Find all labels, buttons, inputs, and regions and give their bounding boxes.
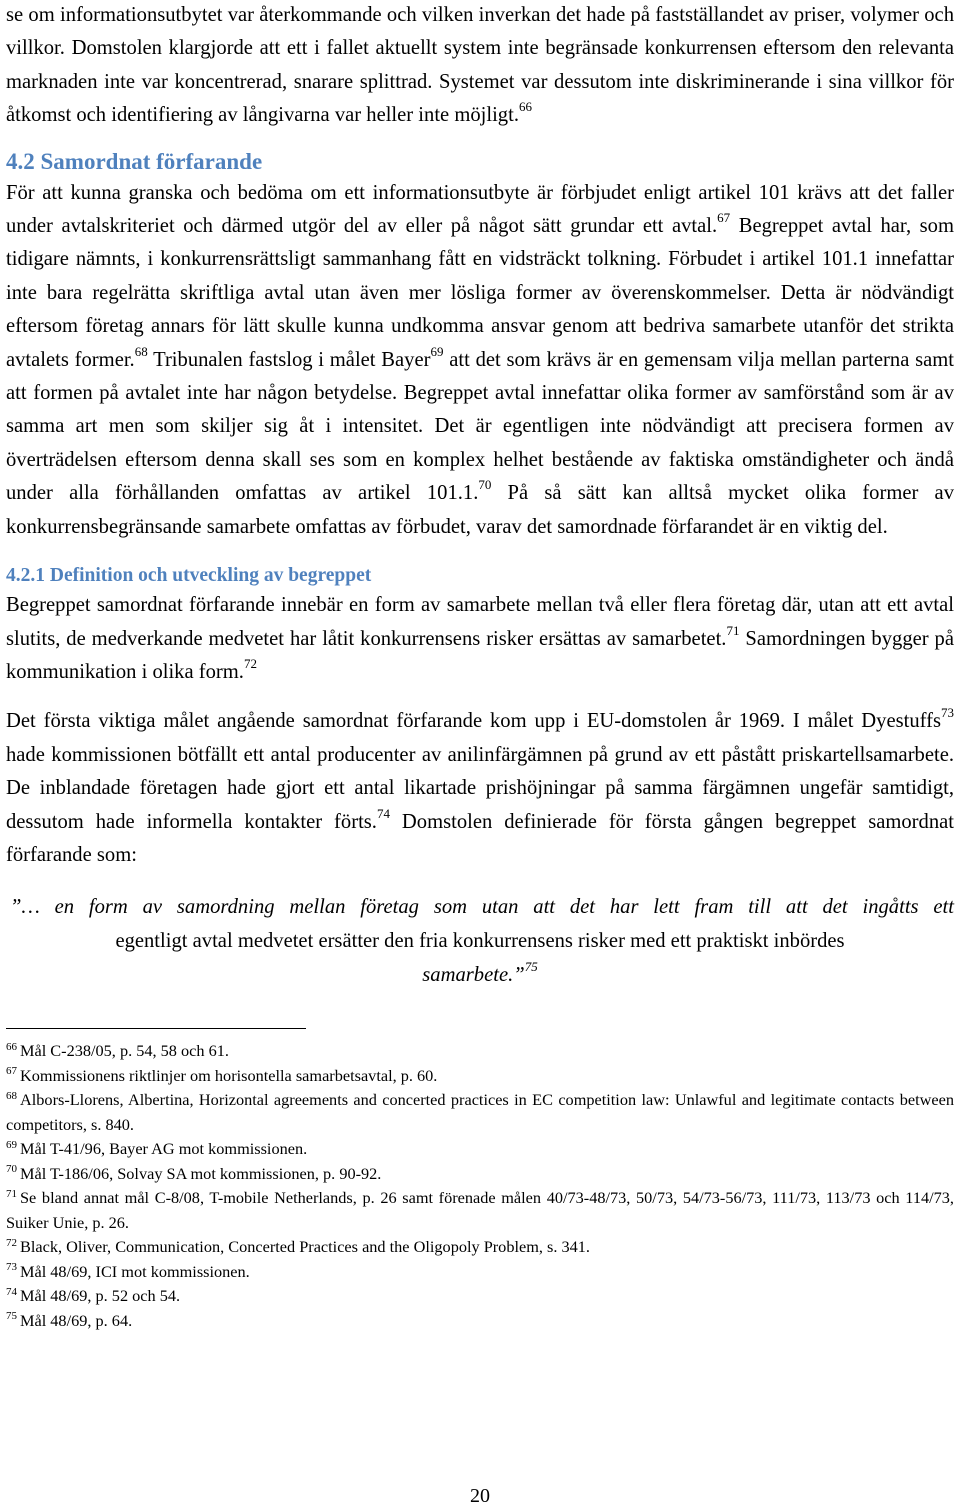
footnote-number: 75 [6,1310,17,1323]
footnote-number: 74 [6,1285,17,1298]
footnote-ref: 75 [524,959,538,975]
footnote-text: Mål C-238/05, p. 54, 58 och 61. [20,1041,229,1061]
footnote-number: 67 [6,1065,17,1078]
quote-line: egentligt avtal medvetet ersätter den fria konkurrensens risker med ett praktiskt inbördes [115,930,845,953]
quote-line [6,958,954,992]
paragraph-information-exchange [6,0,954,133]
footnote-ref: 73 [941,705,954,721]
footnote-item [6,1186,954,1235]
document-page [6,0,954,1333]
footnote-number: 68 [6,1089,17,1102]
footnote-ref: 68 [134,343,148,359]
paragraph-definition [6,589,954,689]
footnote-item [6,1309,954,1334]
footnote-ref: 66 [518,99,532,115]
footnote-item [6,1088,954,1137]
footnote-item [6,1137,954,1162]
paragraph-gap [6,689,954,705]
paragraph-text: Det första viktiga målet angående samordnat förfarande kom upp i EU-domstolen år 1969. I målet Dyestuffs [6,710,941,733]
page-number: 20 [470,1485,490,1507]
paragraph-text: se om informationsutbytet var återkommande och vilken inverkan det hade på fastställandet av priser, volymer och villkor. Domstolen klargjorde att ett i fallet aktuellt system inte begränsade konkurrensen eftersom den relevanta marknaden inte var koncentrerad, snarare splittrad. Systemet var dessutom inte diskriminerande i sina villkor för åtkomst och identifiering av långivarna var heller inte möjligt. [6,4,954,127]
footnote-number: 70 [6,1163,17,1176]
footnote-text: Kommissionens riktlinjer om horisontella samarbetsavtal, p. 60. [20,1065,438,1085]
footnote-text: Albors-Llorens, Albertina, Horizontal agreements and concerted practices in EC competition law: Unlawful and legitimate contacts between competitors, s. 840. [6,1090,954,1134]
footnote-item [6,1162,954,1187]
footnote-ref: 70 [478,477,492,493]
footnote-ref: 72 [243,656,257,672]
section-heading-4-2: 4.2 Samordnat förfarande [6,148,263,174]
footnote-text: Se bland annat mål C-8/08, T-mobile Netherlands, p. 26 samt förenade målen 40/73-48/73, 50/73, 54/73-56/73, 111/73, 113/73 och 114/73, Suiker Unie, p. 26. [6,1188,954,1232]
footnote-separator [6,1028,306,1029]
footnote-item [6,1284,954,1309]
footnote-ref: 71 [726,622,740,638]
footnote-number: 72 [6,1236,17,1249]
footnote-text: Mål T-41/96, Bayer AG mot kommissionen. [20,1139,308,1159]
footnote-text: Mål 48/69, p. 52 och 54. [20,1286,181,1306]
paragraph-text: Begreppet avtal har, som tidigare nämnts, i konkurrensrättsligt sammanhang fått en vidsträckt tolkning. Förbudet i artikel 101.1 innefattar inte bara regelrätta skriftliga avtal utan även mer lösliga former av överenskommelser. Detta är nödvändigt eftersom företag annars för lätt skulle kunna undkomma ansvar genom att bedriva samarbete utanför det strikta avtalets former. [6,215,954,371]
paragraph-dyestuffs [6,705,954,872]
paragraph-text: Begreppet samordnat förfarande innebär en form av samarbete mellan två eller flera företag där, utan att ett avtal slutits, de medverkande medvetet har låtit konkurrensens risker ersättas av samarbetet. [6,594,954,650]
footnote-number: 66 [6,1040,17,1053]
paragraph-concerted-practice-intro [6,177,954,544]
footnote-ref: 67 [717,210,731,226]
footnote-item [6,1039,954,1064]
block-quote [6,890,954,992]
paragraph-text: att det som krävs är en gemensam vilja mellan parterna samt att formen på avtalet inte har någon betydelse. Begreppet avtal innefattar olika former av samförstånd som är av samma art men som skiljer sig åt i intensitet. Det är egentligen inte nödvändigt att precisera formen av överträdelsen eftersom denna skall ses som en komplex helhet bestående av faktiska omständigheter och ändå under alla förhållanden omfattas av artikel 101.1. [6,348,954,505]
paragraph-text: Tribunalen fastslog i målet Bayer [147,348,431,371]
footnote-text: Mål 48/69, ICI mot kommissionen. [20,1261,250,1281]
footnote-text: Mål 48/69, p. 64. [20,1310,133,1330]
paragraph-text: Samordningen bygger på kommunikation i olika form. [6,627,954,683]
footnote-item [6,1260,954,1285]
footnote-number: 73 [6,1261,17,1274]
footnote-text: Black, Oliver, Communication, Concerted Practices and the Oligopoly Problem, s. 341. [20,1237,590,1257]
footnote-number: 71 [6,1187,17,1200]
section-heading-4-2-1: 4.2.1 Definition och utveckling av begreppet [6,565,372,587]
paragraph-text: Domstolen definierade för första gången begreppet samordnat förfarande som: [6,810,954,866]
footnote-number: 69 [6,1138,17,1151]
quote-text: samarbete.” [422,964,525,987]
footnote-ref: 74 [376,805,390,821]
footnote-ref: 69 [430,343,444,359]
footnote-item [6,1235,954,1260]
paragraph-text: På så sätt kan alltså mycket olika former av konkurrensbegränsande samarbete omfattas av förbudet, varav det samordnade förfarandet är en viktig del. [6,482,954,538]
footnotes-list [6,1039,954,1333]
footnote-text: Mål T-186/06, Solvay SA mot kommissionen, p. 90-92. [20,1163,382,1183]
quote-line: ”… en form av samordning mellan företag som utan att det har lett fram till att det ingåtts ett [10,896,954,919]
paragraph-text: För att kunna granska och bedöma om ett informationsutbyte är förbjudet enligt artikel 101 krävs att det faller under avtalskriteriet och därmed utgör del av eller på något sätt grundar ett avtal. [6,181,954,238]
paragraph-text: hade kommissionen bötfällt ett antal producenter av anilinfärgämnen på grund av ett påstått priskartellsamarbete. De inblandade företagen hade gjort ett antal likartade prishöjningar på samma färgämnen ungefär samtidigt, dessutom hade informella kontakter förts. [6,743,954,833]
footnote-item [6,1064,954,1089]
